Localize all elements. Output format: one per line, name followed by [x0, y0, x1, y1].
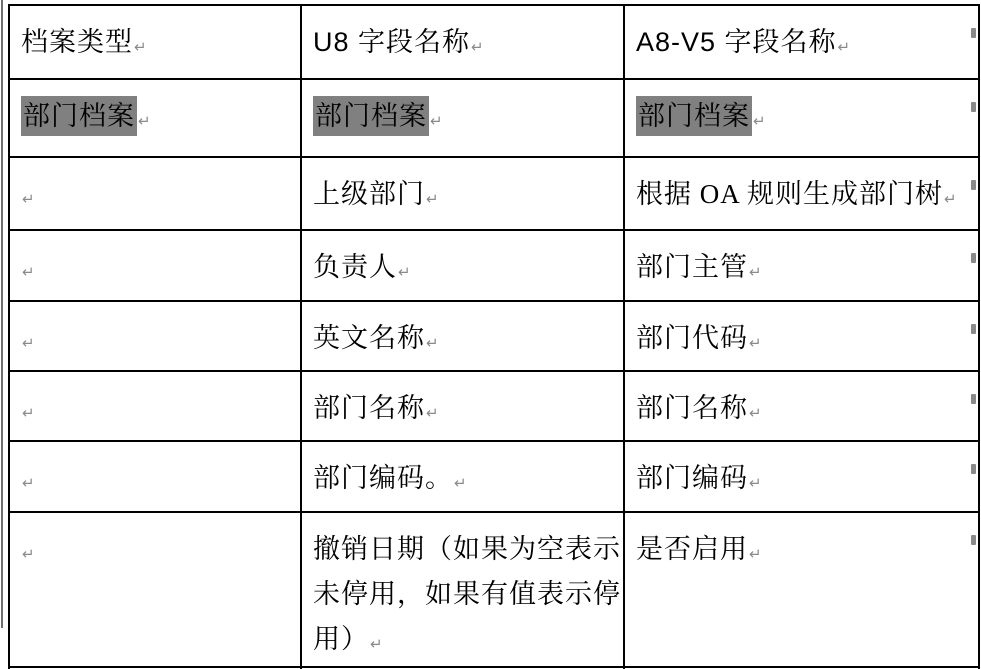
end-of-cell-mark-icon: ↵ — [471, 38, 484, 56]
end-of-cell-mark-icon: ↵ — [22, 263, 35, 281]
end-of-row-mark-icon — [971, 535, 976, 545]
end-of-cell-mark-icon: ↵ — [426, 404, 439, 422]
table-cell[interactable] — [301, 441, 624, 512]
table-row — [9, 512, 979, 667]
end-of-cell-mark-icon: ↵ — [426, 334, 439, 352]
end-of-row-mark-icon — [971, 102, 976, 112]
end-of-cell-mark-icon: ↵ — [138, 112, 151, 130]
table-cell[interactable] — [9, 157, 301, 230]
field-mapping-table — [8, 4, 980, 669]
table-cell[interactable] — [301, 79, 624, 157]
end-of-cell-mark-icon: ↵ — [749, 263, 762, 281]
end-of-cell-mark-icon: ↵ — [134, 38, 147, 56]
table-cell-header-u8-field[interactable] — [301, 5, 624, 79]
cell-text: 部门档案 — [313, 96, 429, 136]
end-of-cell-mark-icon: ↵ — [398, 263, 411, 281]
header-label: A8-V5 字段名称 — [636, 27, 837, 57]
end-of-cell-mark-icon: ↵ — [22, 545, 35, 563]
end-of-row-mark-icon — [971, 28, 976, 38]
end-of-row-mark-icon — [971, 394, 976, 404]
cell-text: 部门编码。 — [313, 463, 453, 493]
end-of-row-mark-icon — [971, 180, 976, 190]
table-cell[interactable] — [301, 371, 624, 441]
table-cell-header-archive-type[interactable] — [9, 5, 301, 79]
header-label: 档案类型 — [21, 27, 133, 57]
table-row — [9, 371, 979, 441]
table-header-row — [9, 5, 979, 79]
cell-text: 撤销日期（如果为空表示未停用，如果有值表示停用） — [313, 534, 621, 654]
table-cell[interactable] — [624, 441, 979, 512]
table-cell[interactable] — [624, 512, 979, 667]
end-of-cell-mark-icon: ↵ — [22, 474, 35, 492]
end-of-cell-mark-icon: ↵ — [22, 404, 35, 422]
table-row — [9, 157, 979, 230]
end-of-cell-mark-icon: ↵ — [22, 190, 35, 208]
end-of-row-mark-icon — [971, 464, 976, 474]
cell-text: 上级部门 — [313, 179, 425, 209]
end-of-cell-mark-icon: ↵ — [944, 190, 957, 208]
end-of-cell-mark-icon: ↵ — [370, 635, 383, 653]
table-row-highlight — [9, 79, 979, 157]
end-of-row-mark-icon — [971, 253, 976, 263]
cell-text: 部门名称 — [636, 393, 748, 423]
end-of-cell-mark-icon: ↵ — [753, 112, 766, 130]
table-cell[interactable] — [9, 79, 301, 157]
table-cell[interactable] — [9, 371, 301, 441]
cell-text: 部门档案 — [21, 96, 137, 136]
page-margin-line — [1, 0, 3, 628]
end-of-cell-mark-icon: ↵ — [430, 112, 443, 130]
cell-text: 部门档案 — [636, 96, 752, 136]
table-cell[interactable] — [624, 371, 979, 441]
table-cell[interactable] — [9, 230, 301, 301]
table-cell[interactable] — [624, 157, 979, 230]
table-cell[interactable] — [301, 230, 624, 301]
end-of-cell-mark-icon: ↵ — [454, 474, 467, 492]
table-row — [9, 230, 979, 301]
cell-text: 负责人 — [313, 252, 397, 282]
table-row — [9, 301, 979, 371]
table-container — [8, 4, 980, 669]
table-cell[interactable] — [301, 157, 624, 230]
table-cell[interactable] — [624, 230, 979, 301]
cell-text: 部门编码 — [636, 463, 748, 493]
end-of-cell-mark-icon: ↵ — [426, 190, 439, 208]
table-cell[interactable] — [9, 512, 301, 667]
table-cell[interactable] — [301, 512, 624, 667]
end-of-cell-mark-icon: ↵ — [749, 545, 762, 563]
table-row — [9, 441, 979, 512]
end-of-row-mark-icon — [971, 324, 976, 334]
end-of-cell-mark-icon: ↵ — [749, 404, 762, 422]
table-cell[interactable] — [9, 441, 301, 512]
table-cell[interactable] — [624, 301, 979, 371]
table-cell-header-a8v5-field[interactable] — [624, 5, 979, 79]
cell-text: 英文名称 — [313, 323, 425, 353]
end-of-cell-mark-icon: ↵ — [749, 474, 762, 492]
end-of-cell-mark-icon: ↵ — [22, 334, 35, 352]
header-label: U8 字段名称 — [313, 27, 471, 57]
end-of-cell-mark-icon: ↵ — [749, 334, 762, 352]
cell-text: 部门代码 — [636, 323, 748, 353]
cell-text: 部门名称 — [313, 393, 425, 423]
cell-text: 根据 OA 规则生成部门树 — [636, 179, 944, 209]
table-cell[interactable] — [624, 79, 979, 157]
end-of-cell-mark-icon: ↵ — [837, 38, 851, 56]
table-cell[interactable] — [301, 301, 624, 371]
cell-text: 是否启用 — [636, 534, 748, 564]
table-cell[interactable] — [9, 301, 301, 371]
cell-text: 部门主管 — [636, 252, 748, 282]
